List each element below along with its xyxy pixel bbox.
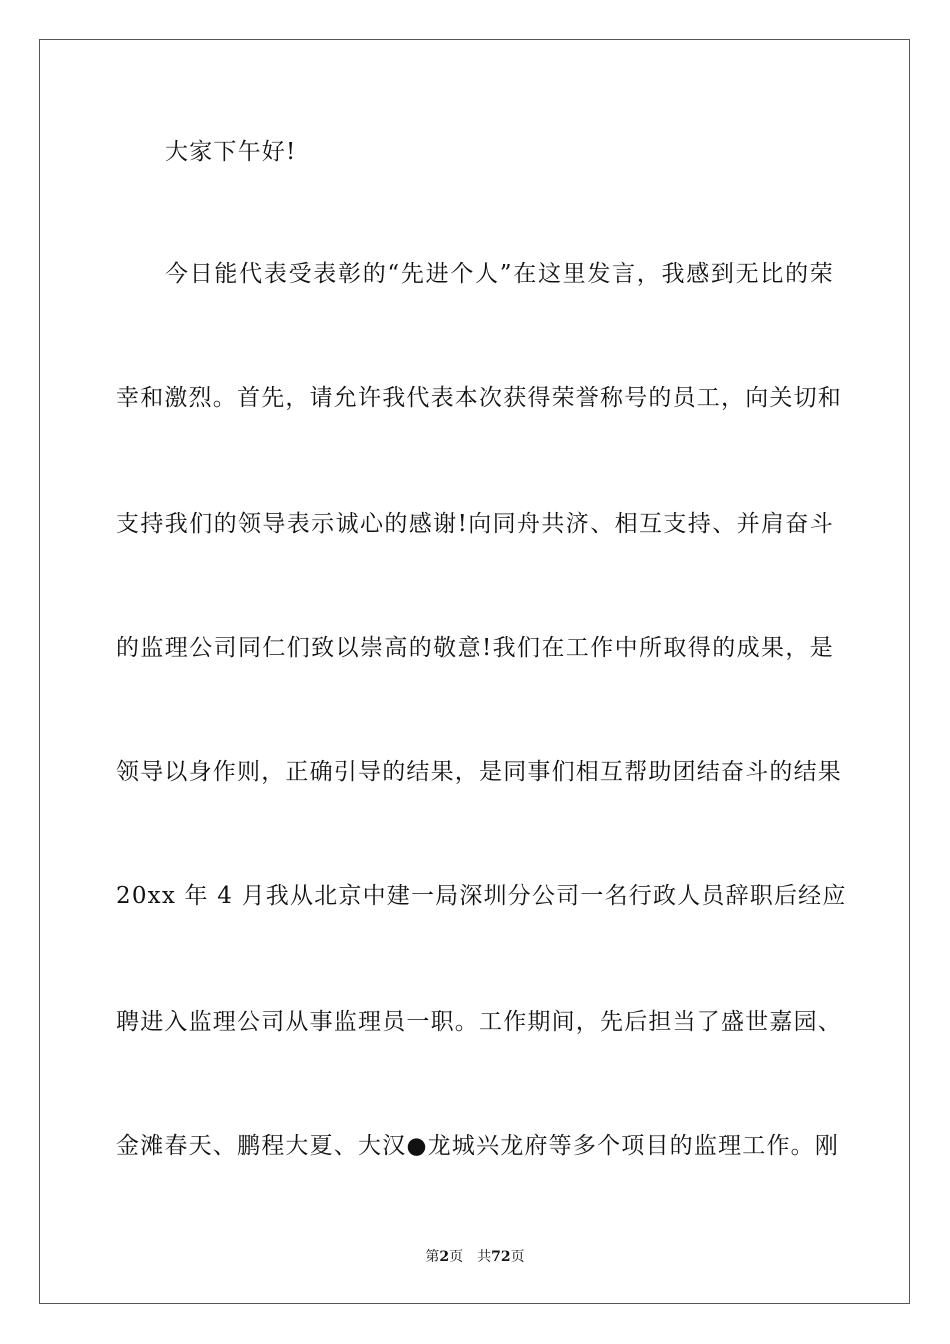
footer-page-number: 2	[439, 1249, 450, 1265]
paragraph-line-4: 支持我们的领导表示诚心的感谢!向同舟共济、相互支持、并肩奋斗	[116, 511, 834, 537]
paragraph-line-1: 大家下午好!	[165, 139, 297, 165]
footer-page-suffix: 页	[449, 1249, 464, 1265]
footer-total-suffix: 页	[510, 1249, 525, 1265]
paragraph-line-6: 领导以身作则，正确引导的结果，是同事们相互帮助团结奋斗的结果	[116, 759, 842, 785]
page-footer	[0, 1246, 950, 1266]
paragraph-line-5: 的监理公司同仁们致以崇高的敬意!我们在工作中所取得的成果，是	[116, 635, 834, 661]
footer-page-prefix: 第	[425, 1249, 440, 1265]
paragraph-line-7: 20xx 年 4 月我从北京中建一局深圳分公司一名行政人员辞职后经应	[116, 883, 847, 909]
paragraph-line-2: 今日能代表受表彰的“先进个人”在这里发言，我感到无比的荣	[165, 261, 834, 287]
paragraph-line-9: 金滩春天、鹏程大夏、大汉●龙城兴龙府等多个项目的监理工作。刚	[116, 1133, 840, 1159]
page-border	[39, 39, 910, 1304]
paragraph-line-8: 聘进入监理公司从事监理员一职。工作期间，先后担当了盛世嘉园、	[116, 1009, 842, 1035]
footer-total-prefix: 共	[477, 1249, 492, 1265]
footer-total-pages: 72	[491, 1249, 511, 1265]
paragraph-line-3: 幸和激烈。首先，请允许我代表本次获得荣誉称号的员工，向关切和	[116, 385, 842, 411]
